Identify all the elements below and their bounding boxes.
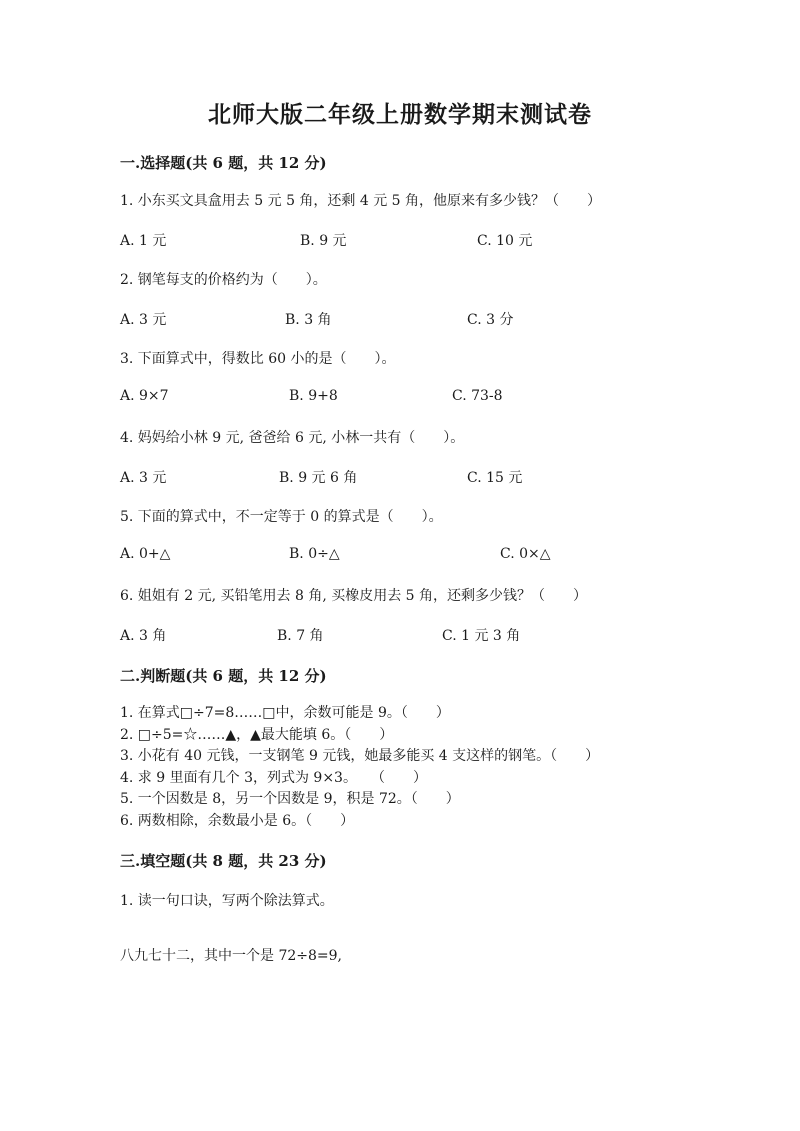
question-6: 6. 姐姐有 2 元, 买铅笔用去 8 角, 买橡皮用去 5 角，还剩多少钱？（ ） (120, 588, 588, 604)
q4-option-b: B. 9 元 6 角 (279, 470, 358, 486)
q6-option-a: A. 3 角 (120, 628, 167, 644)
q1-option-c: C. 10 元 (477, 233, 533, 249)
true-false-item: 3. 小花有 40 元钱，一支钢笔 9 元钱，她最多能买 4 支这样的钢笔。（ ） (120, 748, 600, 764)
true-false-item: 6. 两数相除，余数最小是 6。（ ） (120, 812, 355, 829)
true-false-item: 5. 一个因数是 8，另一个因数是 9，积是 72。（ ） (120, 791, 460, 807)
question-3: 3. 下面算式中，得数比 60 小的是（ ）。 (120, 351, 396, 367)
q6-option-b: B. 7 角 (277, 628, 324, 644)
true-false-item: 4. 求 9 里面有几个 3，列式为 9×3。 （ ） (120, 769, 427, 786)
section-heading-fill-blank: 三.填空题(共 8 题，共 23 分) (120, 852, 327, 870)
q1-option-a: A. 1 元 (120, 233, 167, 249)
q5-option-c: C. 0×△ (500, 546, 551, 562)
q3-option-a: A. 9×7 (120, 388, 169, 404)
page-title: 北师大版二年级上册数学期末测试卷 (208, 101, 592, 128)
true-false-list (120, 703, 599, 832)
q5-option-b: B. 0÷△ (289, 546, 340, 562)
question-2: 2. 钢笔每支的价格约为（ ）。 (120, 272, 327, 288)
question-1: 1. 小东买文具盒用去 5 元 5 角，还剩 4 元 5 角，他原来有多少钱？（ ） (120, 193, 602, 209)
question-5: 5. 下面的算式中，不一定等于 0 的算式是（ ）。 (120, 509, 443, 525)
section-heading-choice: 一.选择题(共 6 题，共 12 分) (120, 154, 327, 172)
question-4: 4. 妈妈给小林 9 元, 爸爸给 6 元, 小林一共有（ ）。 (120, 430, 465, 446)
q2-option-c: C. 3 分 (467, 312, 514, 328)
q6-option-c: C. 1 元 3 角 (442, 628, 521, 644)
q4-option-a: A. 3 元 (120, 470, 167, 486)
q3-option-c: C. 73-8 (452, 388, 503, 404)
q2-option-b: B. 3 角 (285, 312, 332, 328)
q4-option-c: C. 15 元 (467, 470, 523, 486)
true-false-item: 2. □÷5=☆……▲，▲最大能填 6。（ ） (120, 726, 394, 743)
fill-question-1-line: 八九七十二，其中一个是 72÷8=9, (120, 948, 342, 964)
true-false-item: 1. 在算式□÷7=8……□中，余数可能是 9。（ ） (120, 705, 450, 721)
q3-option-b: B. 9+8 (289, 388, 338, 404)
fill-question-1: 1. 读一句口诀，写两个除法算式。 (120, 893, 334, 909)
q1-option-b: B. 9 元 (300, 233, 347, 249)
q2-option-a: A. 3 元 (120, 312, 167, 328)
q5-option-a: A. 0+△ (120, 546, 171, 562)
section-heading-true-false: 二.判断题(共 6 题，共 12 分) (120, 667, 327, 685)
